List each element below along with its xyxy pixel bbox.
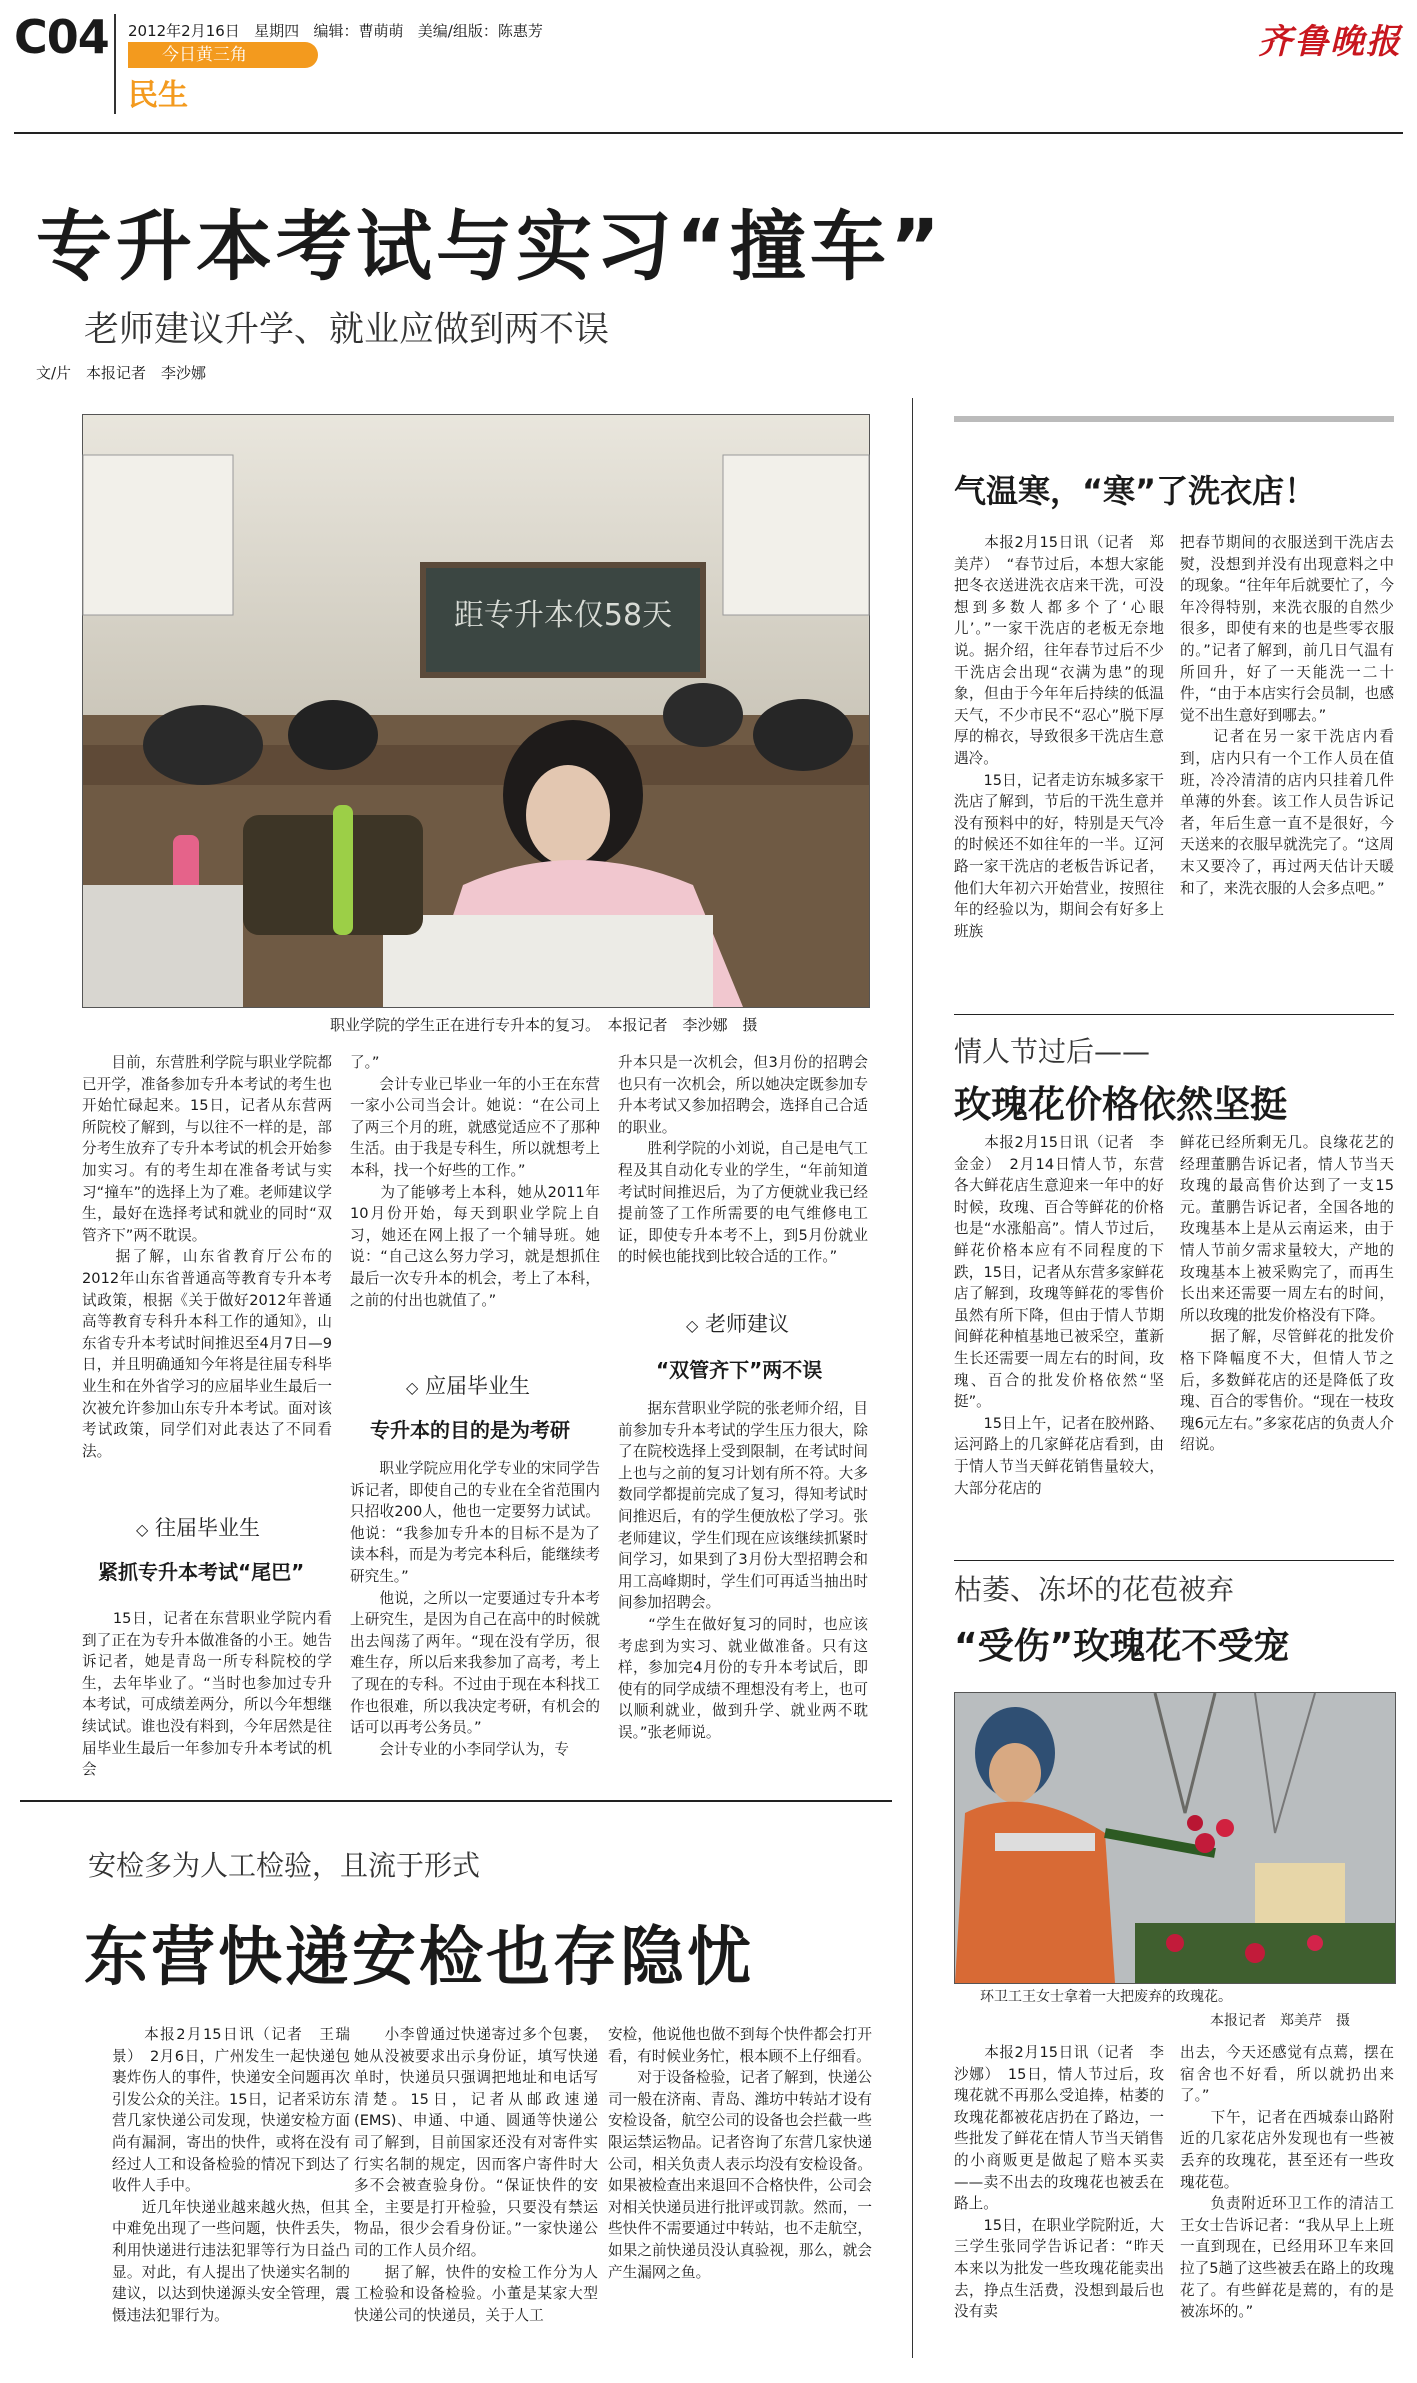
- lead-photo: [82, 414, 870, 1008]
- diamond-icon: ◇: [136, 1520, 149, 1539]
- roses-kicker: 情人节过后——: [954, 1035, 1151, 1068]
- roses-top-rule: [954, 1014, 1394, 1015]
- masthead-info: [128, 20, 543, 41]
- injured-col1: 本报2月15日讯（记者 李沙娜） 15日，情人节过后，玫瑰花就不再那么受追捧，枯萎的玫瑰花都被花店扔在了路边，一些批发了鲜花在情人节当天销售的小商贩更是做起了赔本买卖——卖不出去的玫瑰花也被丢在路上。 15日，在职业学院附近，大三学生张同学告诉记者：“昨天本来以为批发一些玫瑰花能卖出去，挣点生活费，没想到最后也没有卖: [954, 2044, 1164, 2321]
- injured-photo-caption: 环卫工王女士拿着一大把废弃的玫瑰花。: [980, 1989, 1232, 2005]
- lead-subheadline: 老师建议升学、就业应做到两不误: [84, 310, 610, 350]
- express-top-rule: [20, 1800, 892, 1802]
- lead-col3-body2: 据东营职业学院的张老师介绍，目前参加专升本考试的学生压力很大，除了在院校选择上受到限制，在考试时间上也与之前的复习计划有所不符。大多数同学都提前完成了复习，得知考试时间推迟后，有的学生便放松了学习。张老师建议，学生们现在应该继续抓紧时间学习，如果到了3月份大型招聘会和用工高峰期时，学生们可再适当抽出时间参加招聘会。 “学生在做好复习的同时，也应该考虑到为实习、就业做准备。只有这样，参加完4月份的专升本考试后，即使有的同学成绩不理想没有考上，也可以顺利就业，做到升学、就业两不耽误。”张老师说。: [618, 1400, 868, 1741]
- masthead-rule: [14, 132, 1403, 134]
- masthead-divider: [114, 14, 116, 114]
- blackboard-text: 距专升本仅58天: [453, 598, 673, 633]
- lead-byline: 文/片 本报记者 李沙娜: [36, 364, 207, 382]
- page-number: C04: [14, 10, 109, 64]
- roses-col2: 鲜花已经所剩无几。良缘花艺的经理董鹏告诉记者，情人节当天玫瑰的最高售价达到了一支15元。董鹏告诉记者，全国各地的玫瑰基本上是从云南运来，由于情人节前夕需求量较大，产地的玫瑰基本上被采购完了，而再生长出来还需要一周左右的时间，所以玫瑰的批发价格没有下降。 据了解，尽管鲜花的批发价格下降幅度不大，但情人节之后，多数鲜花店的还是降低了玫瑰、百合的零售价。“现在一枝玫瑰6元左右。”多家花店的负责人介绍说。: [1180, 1134, 1394, 1454]
- lead-col2-section: ◇ 应届毕业生: [406, 1374, 530, 1398]
- issue-date: 2012年2月16日: [128, 22, 240, 40]
- lead-photo-caption: 职业学院的学生正在进行专升本的复习。 本报记者 李沙娜 摄: [330, 1016, 758, 1034]
- main-right-divider: [912, 398, 913, 2358]
- lead-col3-subhead: “双管齐下”两不误: [656, 1358, 823, 1382]
- lead-col2-body: 了。” 会计专业已毕业一年的小王在东营一家小公司当会计。她说：“在公司上了两三个月的班，就感觉适应不了那种生活。由于我是专科生，所以就想考上本科，找一个好些的工作。” 为了能够考上本科，她从2011年10月份开始，每天到职业学院上自习，她还在网上报了一个辅导班。她说：“自己这么努力学习，就是想抓住最后一次专升本的机会，考上了本科，之前的付出也就值了。”: [350, 1054, 600, 1309]
- diamond-icon: ◇: [406, 1378, 419, 1397]
- laundry-top-rule: [954, 416, 1394, 422]
- injured-kicker: 枯萎、冻坏的花苞被弃: [954, 1573, 1235, 1606]
- injured-photo-credit: 本报记者 郑美芹 摄: [1210, 2013, 1350, 2029]
- lead-col2-subhead: 专升本的目的是为考研: [370, 1418, 570, 1442]
- laundry-col1: 本报2月15日讯（记者 郑美芹） “春节过后，本想大家能把冬衣送进洗衣店来干洗，可没想到多数人都多个了‘心眼儿’。”一家干洗店的老板无奈地说。据介绍，往年春节过后不少干洗店会出现“衣满为患”的现象，但由于今年年后持续的低温天气，不少市民不“忍心”脱下厚厚的棉衣，导致很多干洗店生意遇冷。 15日，记者走访东城多家干洗店了解到，节后的干洗生意并没有预料中的好，特别是天气冷的时候还不如往年的一半。辽河路一家干洗店的老板告诉记者，他们大年初六开始营业，按照往年的经验以为，期间会有好多上班族: [954, 534, 1164, 940]
- roses-col1: 本报2月15日讯（记者 李金金） 2月14日情人节，东营各大鲜花店生意迎来一年中的好时候，玫瑰、百合等鲜花的价格也是“水涨船高”。情人节过后，鲜花价格本应有不同程度的下跌，15日，记者从东营多家鲜花店了解到，玫瑰等鲜花的零售价虽然有所下降，但由于情人节期间鲜花种植基地已被采空，董新生长还需要一周左右的时间，玫瑰、百合的批发价格依然“坚挺”。 15日上午，记者在胶州路、运河路上的几家鲜花店看到，由于情人节当天鲜花销售量较大，大部分花店的: [954, 1134, 1164, 1497]
- diamond-icon: ◇: [686, 1316, 699, 1335]
- issue-weekday: 星期四: [254, 22, 300, 40]
- lead-col2-body2: 职业学院应用化学专业的宋同学告诉记者，即使自己的专业在全省范围内只招收200人，他也一定要努力试试。他说：“我参加专升本的目标不是为了读本科，而是为考完本科后，能继续考研究生。” 他说，之所以一定要通过专升本考上研究生，是因为自己在高中的时候就出去闯荡了两年。“现在没有学历，很难生存，所以后来我参加了高考，考上了现在的专科。不过由于现在本科找工作也很难，所以我决定考研，有机会的话可以再考公务员。” 会计专业的小李同学认为，专: [350, 1460, 600, 1758]
- designer: 美编/组版：陈惠芳: [417, 22, 543, 40]
- laundry-headline: 气温寒，“寒”了洗衣店！: [954, 472, 1317, 510]
- lead-headline: 专升本考试与实习“撞车”: [36, 202, 944, 291]
- street-cleaner-illustration: [955, 1693, 1395, 1983]
- lead-col3-body: 升本只是一次机会，但3月份的招聘会也只有一次机会，所以她决定既参加专升本考试又参加招聘会，选择自己合适的职业。 胜利学院的小刘说，自己是电气工程及其自动化专业的学生，“年前知道考试时间推迟后，为了方便就业我已经提前签了工作所需要的电气维修电工证，即使专升本考不上，到5月份就业的时候也能找到比较合适的工作。”: [618, 1054, 868, 1266]
- roses-headline: 玫瑰花价格依然坚挺: [954, 1083, 1287, 1126]
- lead-col1-body: 目前，东营胜利学院与职业学院都已开学，准备参加专升本考试的考生也开始忙碌起来。15日，记者从东营两所院校了解到，与以往不一样的是，部分考生放弃了专升本考试的机会开始参加实习。有的考生却在准备考试与实习“撞车”的选择上为了难。老师建议学生，最好在选择考试和就业的同时“双管齐下”两不耽误。 据了解，山东省教育厅公布的2012年山东省普通高等教育专升本考试政策，根据《关于做好2012年普通高等教育专科升本科工作的通知》，山东省专升本考试时间推迟至4月7日—9日，并且明确通知今年将是往届专科毕业生和在外省学习的应届毕业生最后一次被允许参加山东专升本考试。面对该考试政策，同学们对此表达了不同看法。: [82, 1054, 332, 1460]
- lead-col1-subhead: 紧抓专升本考试“尾巴”: [98, 1560, 305, 1584]
- express-col3: 安检，他说他也做不到每个快件都会打开看，有时候业务忙，根本顾不上仔细看。 对于设备检验，记者了解到，快递公司一般在济南、青岛、潍坊中转站才设有安检设备，航空公司的设备也会拦截一些限运禁运物品。记者咨询了东营几家快递公司，相关负责人表示均没有安检设备。如果被检查出来退回不合格快件，公司会对相关快递员进行批评或罚款。然而，一些快件不需要通过中转站，也不走航空，如果之前快递员没认真验视，那么，就会产生漏网之鱼。: [608, 2026, 872, 2281]
- injured-photo: [954, 1692, 1396, 1984]
- lead-col3-section: ◇ 老师建议: [686, 1312, 789, 1336]
- section-name: 民生: [128, 78, 188, 113]
- newspaper-logo: 齐鲁晚报: [1258, 22, 1402, 62]
- injured-headline: “受伤”玫瑰花不受宠: [954, 1626, 1290, 1667]
- injured-col2: 出去，今天还感觉有点蔫，摆在宿舍也不好看，所以就扔出来了。” 下午，记者在西城泰山路附近的几家花店外发现也有一些被丢弃的玫瑰花，甚至还有一些玫瑰花苞。 负责附近环卫工作的清洁工王女士告诉记者：“我从早上上班一直到现在，已经用环卫车来回拉了5趟了这些被丢在路上的玫瑰花了。有些鲜花是蔫的，有的是被冻坏的。”: [1180, 2044, 1394, 2321]
- express-col1: 本报2月15日讯（记者 王瑞景） 2月6日，广州发生一起快递包裹炸伤人的事件，快递安全问题再次引发公众的关注。15日，记者采访东营几家快递公司发现，快递安检方面尚有漏洞，寄出的快件，或将在没有经过人工和设备检验的情况下到达了收件人手中。 近几年快递业越来越火热，但其中难免出现了一些问题，快件丢失，利用快递进行违法犯罪等行为日益凸显。对此，有人提出了快递实名制的建议，以达到快递源头安全管理，震慑违法犯罪行为。: [112, 2026, 350, 2324]
- express-col2: 小李曾通过快递寄过多个包裹，她从没被要求出示身份证，填写快递单时，快递员只强调把地址和电话写清楚。15日，记者从邮政速递(EMS)、申通、中通、圆通等快递公司了解到，目前国家还没有对寄件实行实名制的规定，因而客户寄件时大多不会被查验身份。“保证快件的安全，主要是打开检验，只要没有禁运物品，很少会看身份证。”一家快递公司的工作人员介绍。 据了解，快件的安检工作分为人工检验和设备检验。小董是某家大型快递公司的快递员，关于人工: [354, 2026, 598, 2324]
- lead-col1-section: ◇ 往届毕业生: [136, 1516, 260, 1540]
- laundry-col2: 把春节期间的衣服送到干洗店去熨，没想到并没有出现意料之中的现象。“往年年后就要忙了，今年冷得特别，来洗衣服的自然少很多，即使有来的也是些零衣服的。”记者了解到，前几日气温有所回升，好了一天能洗一二十件，“由于本店实行会员制，也感觉不出生意好到哪去。” 记者在另一家干洗店内看到，店内只有一个工作人员在值班，冷冷清清的店内只挂着几件单薄的外套。该工作人员告诉记者，年后生意一直不是很好，今天送来的衣服早就洗完了。“这周末又要冷了，再过两天估计天暖和了，来洗衣服的人会多点吧。”: [1180, 534, 1394, 897]
- express-headline: 东营快递安检也存隐忧: [84, 1921, 754, 1995]
- injured-top-rule: [954, 1560, 1394, 1561]
- express-kicker: 安检多为人工检验，且流于形式: [88, 1849, 481, 1882]
- section-tag: 今日黄三角: [128, 42, 318, 68]
- editor: 编辑：曹萌萌: [313, 22, 404, 40]
- lead-col1-body2: 15日，记者在东营职业学院内看到了正在为专升本做准备的小王。她告诉记者，她是青岛一所专科院校的学生，去年毕业了。“当时也参加过专升本考试，可成绩差两分，所以今年想继续试试。谁也没有料到，今年居然是往届毕业生最后一年参加专升本考试的机会: [82, 1610, 332, 1779]
- classroom-illustration: [83, 415, 869, 1007]
